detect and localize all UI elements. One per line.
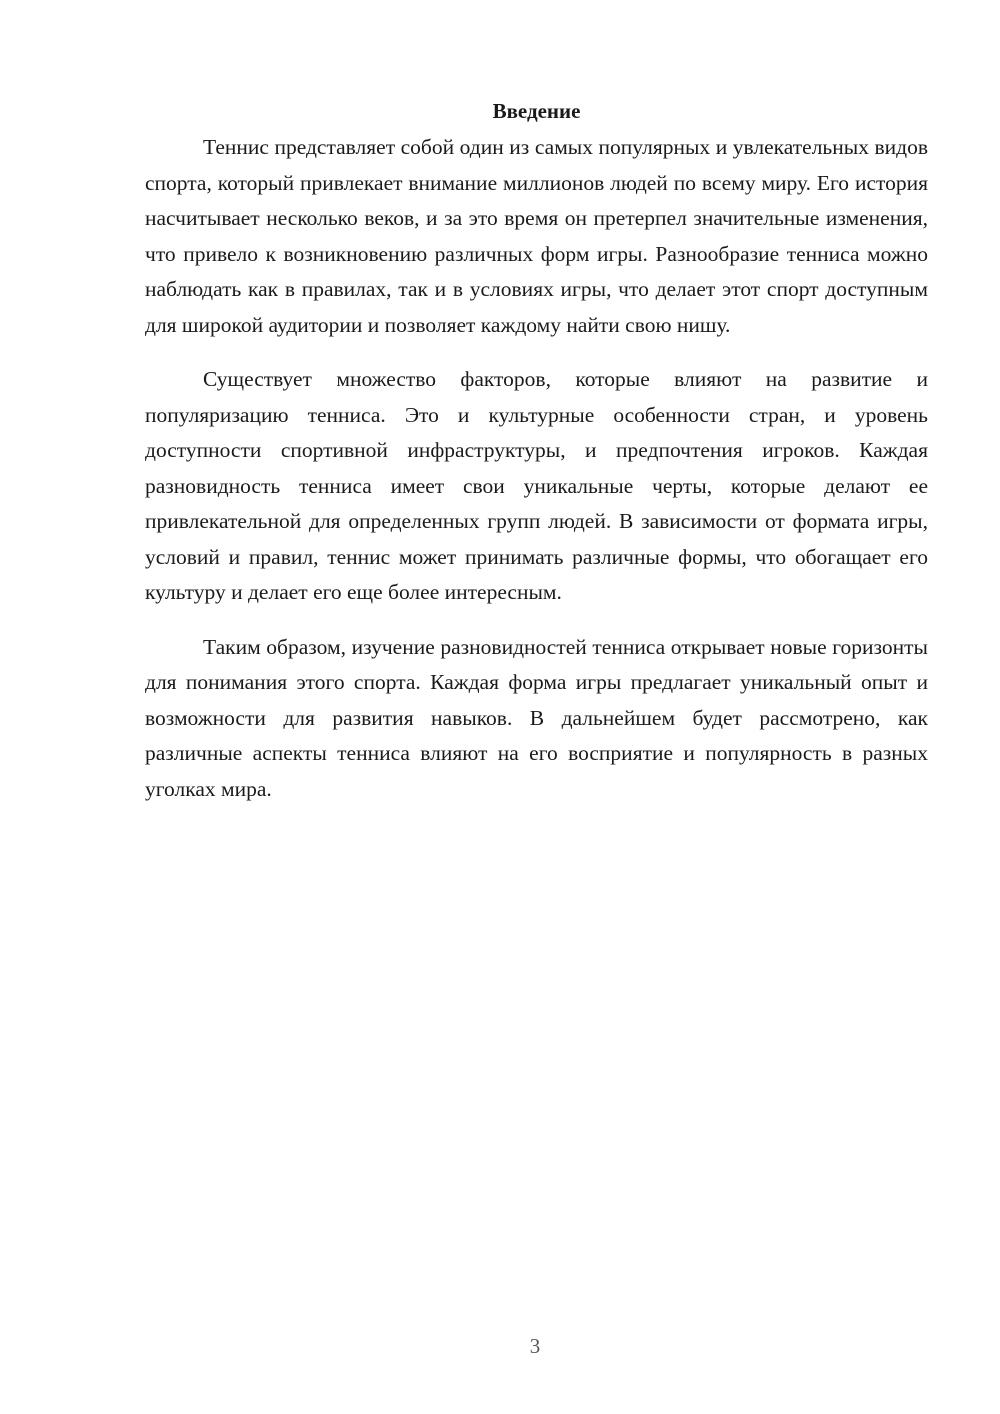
paragraph-1: Теннис представляет собой один из самых популярных и увлекательных видов спорта, который привлекает внимание миллионов людей по всему миру. Его история насчитывает несколько веков, и за это время он претерпел значительные изменения, что привело к возникновению различных форм игры. Разнообразие тенниса можно наблюдать как в правилах, так и в условиях игры, что делает этот спорт доступным для широкой аудитории и позволяет каждому найти свою нишу. xyxy=(145,135,928,337)
page-content xyxy=(145,96,928,826)
paragraph-2: Существует множество факторов, которые влияют на развитие и популяризацию тенниса. Это и культурные особенности стран, и уровень доступности спортивной инфраструктуры, и предпочтения игроков. Каждая разновидность тенниса имеет свои уникальные черты, которые делают ее привлекательной для определенных групп людей. В зависимости от формата игры, условий и правил, теннис может принимать различные формы, что обогащает его культуру и делает его еще более интересным. xyxy=(145,367,928,604)
page-number: 3 xyxy=(529,1334,541,1358)
section-heading: Введение xyxy=(492,99,581,123)
paragraph-3: Таким образом, изучение разновидностей тенниса открывает новые горизонты для понимания этого спорта. Каждая форма игры предлагает уникальный опыт и возможности для развития навыков. В дальнейшем будет рассмотрено, как различные аспекты тенниса влияют на его восприятие и популярность в разных уголках мира. xyxy=(145,634,928,801)
